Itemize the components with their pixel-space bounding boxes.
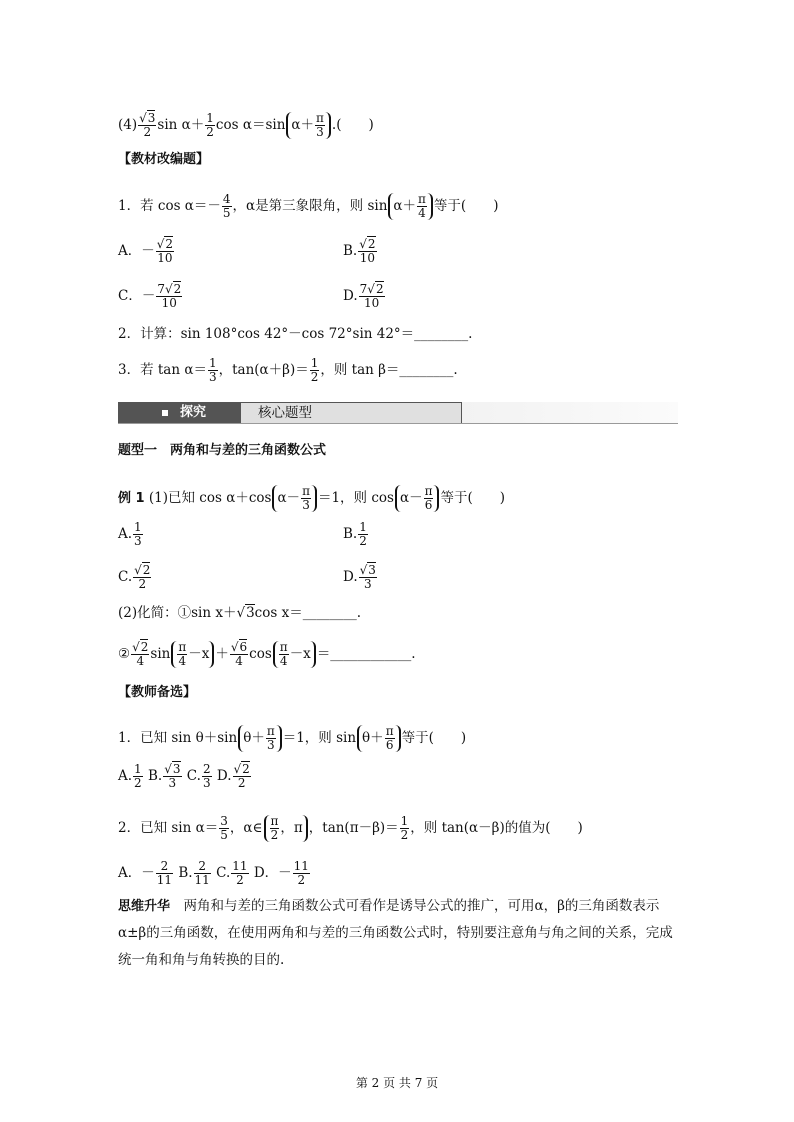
summary-text: 两角和与差的三角函数公式可看作是诱导公式的推广，可用α，β的三角函数表示α±β的三角函数，在使用两角和与差的三角函数公式时，特别要注意角与角之间的关系，完成统一角和角与角转换的目的.: [118, 898, 673, 968]
example-1: 例 1 (1)已知 cos α＋cos α－ $\frac{\pi}{3}$ ＝1，则 cos α－ $\frac{\pi}{6}$ 等于( ): [118, 484, 506, 512]
q4-tail: .( ): [331, 117, 374, 133]
banner-label-core: 核心题型: [258, 405, 312, 421]
option-a: A．－ $\frac{√2}{10}$: [118, 237, 174, 265]
ex1-option-b: B. $\frac{1}{2}$: [343, 520, 367, 548]
teacher-question-2-options: A．－ $\frac{2}{11}$ B. $\frac{2}{11}$ C. $\frac{11}{2}$ D．－ $\frac{11}{2}$: [118, 859, 309, 887]
option-d: D. $\frac{7√2}{10}$: [343, 282, 384, 310]
summary-paragraph: [118, 893, 680, 974]
parenthesis-group: α＋ $\frac{\pi}{4}$: [388, 193, 433, 220]
example-1-part-2b: ② $\frac{√2}{4}$ sin $\frac{\pi}{4}$ －x ＋ $\frac{√6}{4}$ cos $\frac{\pi}{4}$ －x ＝____________.: [118, 640, 416, 668]
fraction: $\frac{√3}{2}$: [139, 111, 156, 139]
parenthesis-group: $\frac{\pi}{2}$ ，π: [264, 815, 308, 842]
square-bullet-icon: [162, 410, 168, 416]
question-4: [118, 112, 374, 139]
type1-title: 题型一 两角和与差的三角函数公式: [118, 443, 327, 458]
section-teacher: 【教师备选】: [118, 685, 197, 700]
textbook-question-2: 2．计算：sin 108°cos 42°－cos 72°sin 42°＝________.: [118, 326, 473, 342]
page-footer: 第 2 页 共 7 页: [355, 1076, 439, 1090]
teacher-question-2: 2．已知 sin α＝ $\frac{3}{5}$ ，α∈ $\frac{\pi}{2}$ ，π ，tan(π－β)＝ $\frac{1}{2}$ ，则 tan(α－β)的值为( ): [118, 814, 583, 842]
parenthesis-group: α－ $\frac{\pi}{3}$: [272, 485, 317, 512]
fraction: $\frac{1}{2}$: [206, 111, 214, 139]
parenthesis-group: $\frac{\pi}{4}$ －x: [273, 641, 316, 668]
option-b: B. $\frac{√2}{10}$: [343, 237, 376, 265]
q4-text: sin α＋: [157, 117, 205, 133]
ex1-option-c: C. $\frac{√2}{2}$: [118, 563, 151, 591]
summary-label: 思维升华: [118, 899, 171, 914]
ex1-option-a: A. $\frac{1}{3}$: [118, 520, 142, 548]
parenthesis-group: θ＋ $\frac{\pi}{6}$: [357, 725, 401, 752]
option-c: C．－ $\frac{7√2}{10}$: [118, 282, 182, 310]
banner-rule: [118, 423, 678, 424]
parenthesis-group: θ＋ $\frac{\pi}{3}$: [238, 725, 282, 752]
parenthesis-group: α＋ $\frac{\pi}{3}$: [286, 112, 331, 139]
textbook-question-1: 1．若 cos α＝－ $\frac{4}{5}$ ，α是第三象限角，则 sin α＋ $\frac{\pi}{4}$ 等于( ): [118, 192, 499, 220]
parenthesis-group: α－ $\frac{\pi}{6}$: [395, 485, 440, 512]
example-1-part-2: (2)化简：①sin x＋√3cos x＝________.: [118, 605, 361, 621]
ex1-option-d: D. $\frac{√3}{3}$: [343, 563, 376, 591]
q4-text: cos α＝sin: [215, 117, 286, 133]
banner-dark-block: [118, 402, 240, 424]
banner-label-explore: 探究: [180, 405, 207, 420]
parenthesis-group: $\frac{\pi}{4}$ －x: [171, 641, 214, 668]
section-textbook: 【教材改编题】: [118, 152, 210, 167]
textbook-question-3: 3．若 tan α＝ $\frac{1}{3}$ ，tan(α＋β)＝ $\frac{1}{2}$ ，则 tan β＝________.: [118, 356, 458, 384]
teacher-question-1-options: A. $\frac{1}{2}$ B. $\frac{√3}{3}$ C. $\frac{2}{3}$ D. $\frac{√2}{2}$: [118, 762, 250, 790]
section-banner: [118, 402, 678, 424]
teacher-question-1: 1．已知 sin θ＋sin θ＋ $\frac{\pi}{3}$ ＝1，则 sin θ＋ $\frac{\pi}{6}$ 等于( ): [118, 724, 467, 752]
q4-prefix: (4): [118, 117, 138, 133]
